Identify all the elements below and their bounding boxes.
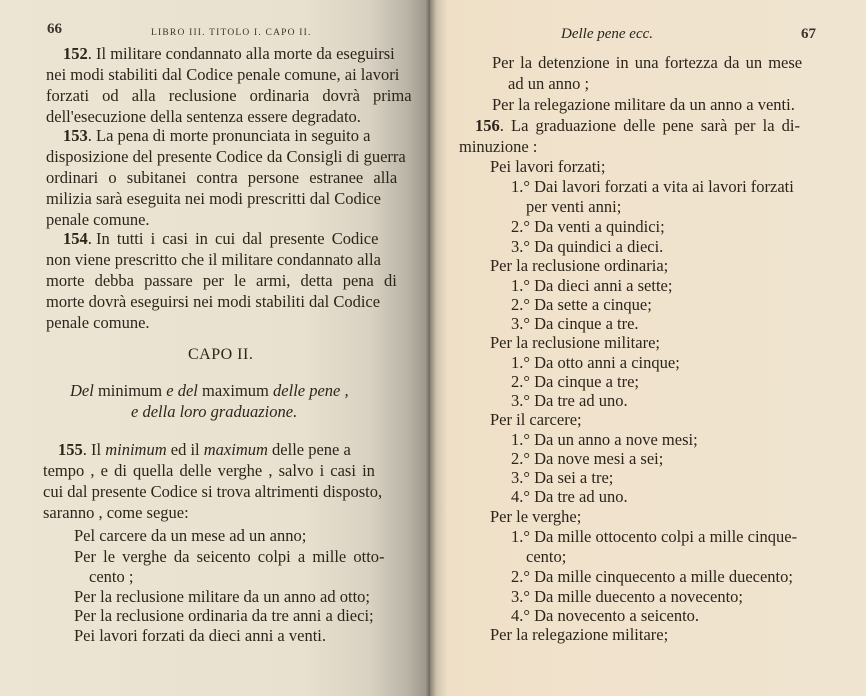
- list-item: 2.° Da sette a cinque;: [511, 295, 652, 314]
- text-line: penale comune.: [46, 313, 150, 332]
- list-item: cento ;: [89, 567, 134, 586]
- article-154-line: 154. In tutti i casi in cui dal presente Codice: [63, 229, 379, 248]
- list-item: 2.° Da cinque a tre;: [511, 372, 640, 391]
- running-head: LIBRO III. TITOLO I. CAPO II.: [151, 28, 312, 38]
- text-line: ad un anno ;: [508, 74, 590, 93]
- article-152-line: 152. Il militare condannato alla morte da eseguirsi: [63, 44, 395, 63]
- list-item: 3.° Da sei a tre;: [511, 468, 614, 487]
- text-line: Per la detenzione in una fortezza da un mese: [492, 53, 803, 72]
- list-item: Per la reclusione ordinaria da tre anni a dieci;: [74, 606, 374, 625]
- list-item: 3.° Da cinque a tre.: [511, 314, 639, 333]
- page-number: 67: [801, 26, 816, 42]
- running-head: Delle pene ecc.: [561, 26, 654, 42]
- group-heading: Pei lavori forzati;: [490, 157, 606, 176]
- list-item: Pel carcere da un mese ad un anno;: [74, 526, 307, 545]
- text-line: penale comune.: [46, 210, 150, 229]
- text-line: disposizione del presente Codice da Consigli di guerra: [46, 147, 406, 166]
- list-item: Pei lavori forzati da dieci anni a venti.: [74, 626, 326, 645]
- text-line: ordinari o subitanei contra persone estranee alla: [46, 168, 398, 187]
- group-heading: Per la relegazione militare;: [490, 625, 669, 644]
- text-line: dell'esecuzione della sentenza essere degradato.: [46, 107, 361, 126]
- left-page: [0, 0, 430, 696]
- list-item: 3.° Da tre ad uno.: [511, 391, 628, 410]
- article-number: 153: [63, 126, 88, 145]
- article-155-line: 155. Il minimum ed il maximum delle pene a: [58, 440, 351, 459]
- text-line: cui dal presente Codice si trova altrimenti disposto,: [43, 482, 383, 501]
- text-line: morte debba passare per le armi, detta pena di: [46, 271, 397, 290]
- list-item: 3.° Da mille duecento a novecento;: [511, 587, 744, 606]
- article-number: 156: [475, 116, 500, 135]
- list-item: 1.° Da mille ottocento colpi a mille cinque-: [511, 527, 798, 546]
- list-item: cento;: [526, 547, 567, 566]
- article-number: 152: [63, 44, 88, 63]
- text-line: saranno , come segue:: [43, 503, 189, 522]
- group-heading: Per le verghe;: [490, 507, 582, 526]
- text-line: tempo , e di quella delle verghe , salvo i casi in: [43, 461, 375, 480]
- text-line: non viene prescritto che il militare condannato alla: [46, 250, 381, 269]
- article-156-line: 156. La graduazione delle pene sarà per la di-: [475, 116, 800, 135]
- list-item: 2.° Da nove mesi a sei;: [511, 449, 664, 468]
- list-item: 4.° Da tre ad uno.: [511, 487, 628, 506]
- group-heading: Per la reclusione militare;: [490, 333, 660, 352]
- text-line: nei modi stabiliti dal Codice penale comune, ai lavori: [46, 65, 400, 84]
- page-number: 66: [47, 21, 62, 37]
- list-item: 1.° Da un anno a nove mesi;: [511, 430, 698, 449]
- article-number: 155: [58, 440, 83, 459]
- article-number: 154: [63, 229, 88, 248]
- list-item: 1.° Dai lavori forzati a vita ai lavori forzati: [511, 177, 794, 196]
- article-153-line: 153. La pena di morte pronunciata in seguito a: [63, 126, 371, 145]
- chapter-subtitle-line-2: e della loro graduazione.: [131, 402, 298, 421]
- list-item: 4.° Da novecento a seicento.: [511, 606, 700, 625]
- text-line: Per la relegazione militare da un anno a venti.: [492, 95, 795, 114]
- list-item: 3.° Da quindici a dieci.: [511, 237, 664, 256]
- right-page: [430, 0, 866, 696]
- chapter-title: CAPO II.: [188, 346, 254, 363]
- text-line: milizia sarà eseguita nei modi prescritti dal Codice: [46, 189, 381, 208]
- list-item: 2.° Da venti a quindici;: [511, 217, 665, 236]
- list-item: 1.° Da otto anni a cinque;: [511, 353, 680, 372]
- text-line: forzati od alla reclusione ordinaria dovrà prima: [46, 86, 412, 105]
- text-line: minuzione :: [459, 137, 538, 156]
- list-item: 1.° Da dieci anni a sette;: [511, 276, 673, 295]
- list-item: 2.° Da mille cinquecento a mille duecento;: [511, 567, 793, 586]
- text-line: morte dovrà eseguirsi nei modi stabiliti dal Codice: [46, 292, 381, 311]
- list-item: Per le verghe da seicento colpi a mille otto-: [74, 547, 385, 566]
- list-item: per venti anni;: [526, 197, 622, 216]
- group-heading: Per la reclusione ordinaria;: [490, 256, 669, 275]
- chapter-subtitle: Del minimum e del maximum delle pene ,: [70, 381, 349, 400]
- group-heading: Per il carcere;: [490, 410, 582, 429]
- list-item: Per la reclusione militare da un anno ad otto;: [74, 587, 370, 606]
